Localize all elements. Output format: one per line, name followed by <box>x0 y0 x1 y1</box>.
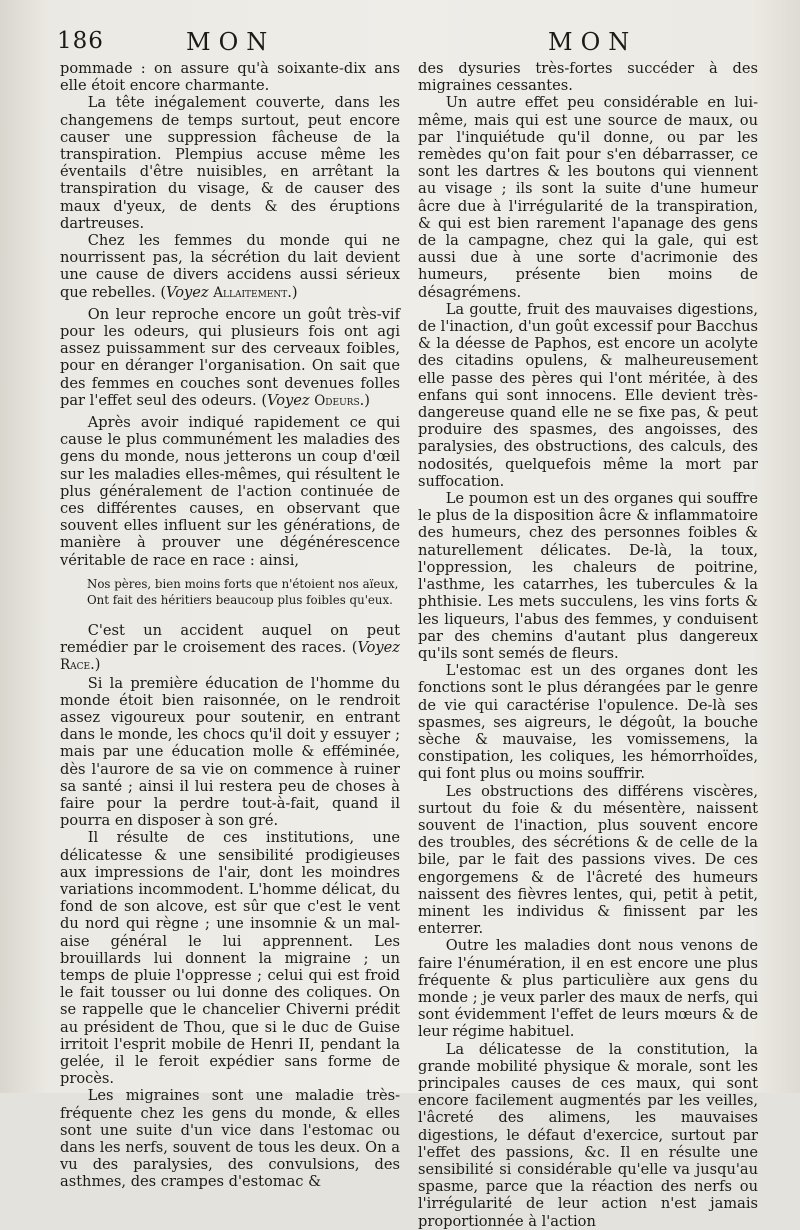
paragraph: Les migraines sont une maladie très-fréquente chez les gens du monde, & elles sont une suite d'un vice dans l'estomac ou dans les nerfs, souvent de tous les deux. On a vu des paralysies, des convulsions, des asthmes, des crampes d'estomac & <box>60 1087 400 1191</box>
paragraph: Si la première éducation de l'homme du monde étoit bien raisonnée, on le rendroit assez vigoureux pour soutenir, en entrant dans le monde, les chocs qu'il doit y essuyer ; mais par une éducation molle & efféminée, dès l'aurore de sa vie on commence à ruiner sa santé ; ainsi il lui restera peu de choses à faire pour la perdre tout-à-fait, quand il pourra en disposer à son gré. <box>60 674 400 830</box>
paragraph-with-cross-reference: On leur reproche encore un goût très-vif pour les odeurs, qui plusieurs fois ont agi assez puissamment sur des cerveaux foibles, pour en déranger l'organisation. On sait que des femmes en couches sont devenues folles par l'effet seul des odeurs. (Voyez Odeurs.) <box>60 305 400 409</box>
paragraph-text: On leur reproche encore un goût très-vif pour les odeurs, qui plusieurs fois ont agi assez puissamment sur des cerveaux foibles, pour en déranger l'organisation. On sait que des femmes en couches sont devenues folles par l'effet seul des odeurs. ( <box>60 305 400 409</box>
left-column <box>60 60 400 1191</box>
see-also-label: Voyez <box>357 639 400 657</box>
paragraph: Après avoir indiqué rapidement ce qui cause le plus communément les maladies des gens du monde, nous jetterons un coup d'œil sur les maladies elles-mêmes, qui résultent le plus généralement de l'action continuée de ces différentes causes, en observant que souvent elles influent sur les générations, de manière à prouver une dégénérescence véritable de race en race : ainsi, <box>60 414 400 569</box>
verse-line: Ont fait des héritiers beaucoup plus foibles qu'eux. <box>87 592 393 607</box>
paragraph-text: C'est un accident auquel on peut remédier par le croisement des races. ( <box>60 621 400 657</box>
verse-quotation <box>87 576 400 608</box>
cross-reference: Race <box>60 657 91 674</box>
see-also-label: Voyez <box>267 391 310 409</box>
running-headword-left: MON <box>186 28 276 56</box>
page-header <box>0 26 800 62</box>
paragraph: Il résulte de ces institutions, une délicatesse & une sensibilité prodigieuses aux impressions de l'air, dont les moindres variations incommodent. L'homme délicat, du fond de son alcove, est sûr que c'est le vent du nord qui règne ; une insomnie & un mal-aise général le lui apprennent. Les brouillards lui donnent la migraine ; un temps de pluie l'oppresse ; celui qui est froid le fait tousser ou lui donne des coliques. On se rappelle que le chancelier Chiverni prédit au président de Thou, que si le duc de Guise irritoit l'esprit mobile de Henri II, pendant la gelée, il le feroit expédier sans forme de procès. <box>60 829 400 1088</box>
see-also-label: Voyez <box>166 283 209 301</box>
paragraph: pommade : on assure qu'à soixante-dix ans elle étoit encore charmante. <box>60 60 400 95</box>
paragraph-text: Chez les femmes du monde qui ne nourrissent pas, la sécrétion du lait devient une cause de divers accidens aussi sérieux que rebelles. ( <box>60 232 400 301</box>
paragraph: La délicatesse de la constitution, la grande mobilité physique & morale, sont les principales causes de ces maux, qui sont encore facilement augmentés par les veilles, l'âcreté des alimens, les mauvaises digestions, le défaut d'exercice, surtout par l'effet des passions, &c. Il en résulte une sensibilité si considérable qu'elle va jusqu'au spasme, parce que la réaction des nerfs ou l'irrégularité de leur action n'est jamais proportionnée à l'action <box>418 1040 758 1230</box>
paragraph: Outre les maladies dont nous venons de faire l'énumération, il en est encore une plus fréquente & plus particulière aux gens du monde ; je veux parler des maux de nerfs, qui sont évidemment l'effet de leurs mœurs & de leur régime habituel. <box>418 937 758 1041</box>
running-headword-right: MON <box>548 28 638 56</box>
paragraph-with-cross-reference: C'est un accident auquel on peut remédier par le croisement des races. (Voyez Race.) <box>60 621 400 674</box>
paragraph: des dysuries très-fortes succéder à des migraines cessantes. <box>418 60 758 95</box>
verse-line: Nos pères, bien moins forts que n'étoient nos aïeux, <box>87 576 399 591</box>
right-column <box>418 60 758 1230</box>
paragraph: Un autre effet peu considérable en lui-même, mais qui est une source de maux, ou par l'inquiétude qu'il donne, ou par les remèdes qu'on fait pour s'en débarrasser, ce sont les dartres & les boutons qui viennent au visage ; ils sont la suite d'une humeur âcre due à l'irrégularité de la transpiration, & qui est bien rarement l'apanage des gens de la campagne, chez qui la gale, qui est aussi due à une sorte d'acrimonie des humeurs, présente bien moins de désagrémens. <box>418 94 758 301</box>
cross-reference: Odeurs <box>314 392 360 409</box>
paragraph: La goutte, fruit des mauvaises digestions, de l'inaction, d'un goût excessif pour Bacchus & la déesse de Paphos, est encore un acolyte des citadins opulens, & malheureusement elle passe des pères qui l'ont méritée, à des enfans qui sont innocens. Elle devient très-dangereuse quand elle ne se fixe pas, & peut produire des spasmes, des angoisses, des paralysies, des obstructions, des calculs, des nodosités, quelquefois même la mort par suffocation. <box>418 300 758 490</box>
paragraph: L'estomac est un des organes dont les fonctions sont le plus dérangées par le genre de vie qui caractérise l'opulence. De-là ses spasmes, ses aigreurs, le dégoût, la bouche sèche & mauvaise, les vomissemens, la constipation, les coliques, les hémorrhoïdes, qui font plus ou moins souffrir. <box>418 662 758 783</box>
paragraph-with-cross-reference: Chez les femmes du monde qui ne nourrissent pas, la sécrétion du lait devient une cause de divers accidens aussi sérieux que rebelles. (Voyez Allaitement.) <box>60 232 400 301</box>
paragraph: Les obstructions des différens viscères, surtout du foie & du mésentère, naissent souvent de l'inaction, plus souvent encore des troubles, des sécrétions & de celle de la bile, par le fait des passions vives. De ces engorgemens & de l'âcreté des humeurs naissent des fièvres lentes, qui, petit à petit, minent les individus & finissent par les enterrer. <box>418 782 758 938</box>
cross-reference: Allaitement <box>213 284 288 301</box>
page-number: 186 <box>57 28 104 54</box>
paragraph: Le poumon est un des organes qui souffre le plus de la disposition âcre & inflammatoire des humeurs, chez des personnes foibles & naturellement délicates. De-là, la toux, l'oppression, les chaleurs de poitrine, l'asthme, les catarrhes, les tubercules & la phthisie. Les mets succulens, les vins forts & les liqueurs, l'abus des femmes, y conduisent par des chemins d'autant plus dangereux qu'ils sont semés de fleurs. <box>418 490 758 662</box>
paragraph: La tête inégalement couverte, dans les changemens de temps surtout, peut encore causer une suppression fâcheuse de la transpiration. Plempius accuse même les éventails d'être nuisibles, en arrêtant la transpiration du visage, & de causer des maux d'yeux, de dents & des éruptions dartreuses. <box>60 94 400 232</box>
